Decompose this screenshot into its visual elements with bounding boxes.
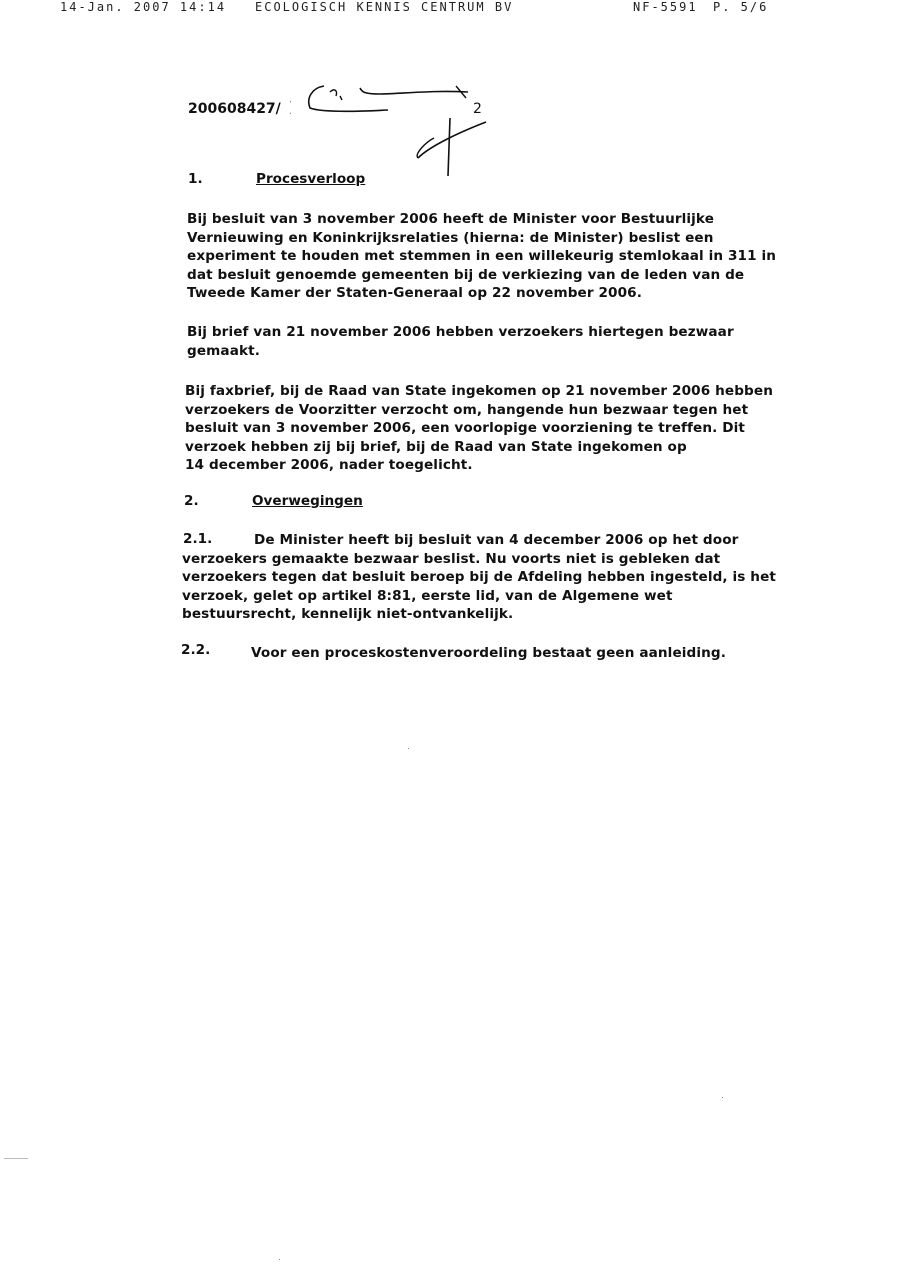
document-reference: 200608427/ (188, 101, 281, 117)
section-2-number: 2. (184, 493, 199, 509)
section-1-heading: Procesverloop (256, 171, 366, 187)
paragraph-besluit: Bij besluit van 3 november 2006 heeft de Minister voor Bestuurlijke Vernieuwing en Koninkrijksrelaties (hierna: de Minister) beslist een experiment te houden met stemmen in een willekeurig stemlokaal in 311 in dat besluit genoemde gemeenten bij de verkiezing van de leden van de Tweede Kamer der Staten-Generaal op 22 november 2006. (187, 211, 777, 302)
scan-speck (279, 1259, 280, 1260)
paragraph-2-1-number: 2.1. (183, 531, 213, 547)
scan-speck (722, 1097, 723, 1098)
paragraph-brief: Bij brief van 21 november 2006 hebben verzoekers hiertegen bezwaar gemaakt. (187, 324, 734, 359)
fax-datetime: 14-Jan. 2007 14:14 (60, 0, 227, 15)
fax-number: NF-5591 (633, 0, 698, 15)
scan-speck (408, 748, 409, 749)
paragraph-2-1-first-line: De Minister heeft bij besluit van 4 december 2006 op het door (254, 532, 739, 548)
paragraph-2-2-text: Voor een proceskostenveroordeling bestaat geen aanleiding. (251, 645, 726, 661)
section-2-heading: Overwegingen (252, 493, 363, 509)
paragraph-2-1-body: verzoekers gemaakte bezwaar beslist. Nu voorts niet is gebleken dat verzoekers tegen dat besluit beroep bij de Afdeling hebben ingesteld, is het verzoek, gelet op artikel 8:81, eerste lid, van de Algemene wet bestuursrecht, kennelijk niet-ontvankelijk. (182, 550, 776, 623)
fax-page: P. 5/6 (713, 0, 769, 15)
paragraph-faxbrief: Bij faxbrief, bij de Raad van State ingekomen op 21 november 2006 hebben verzoekers de Voorzitter verzocht om, hangende hun bezwaar tegen het besluit van 3 november 2006, een voorlopige voorziening te treffen. Dit verzoek hebben zij bij brief, bij de Raad van State ingekomen op 14 december 2006, nader toegelicht. (185, 383, 773, 474)
page-number: 2 (473, 101, 482, 117)
scan-speck (4, 1158, 28, 1159)
section-1-number: 1. (188, 171, 203, 187)
fax-sender: ECOLOGISCH KENNIS CENTRUM BV (255, 0, 514, 15)
paragraph-2-2-number: 2.2. (181, 642, 211, 658)
